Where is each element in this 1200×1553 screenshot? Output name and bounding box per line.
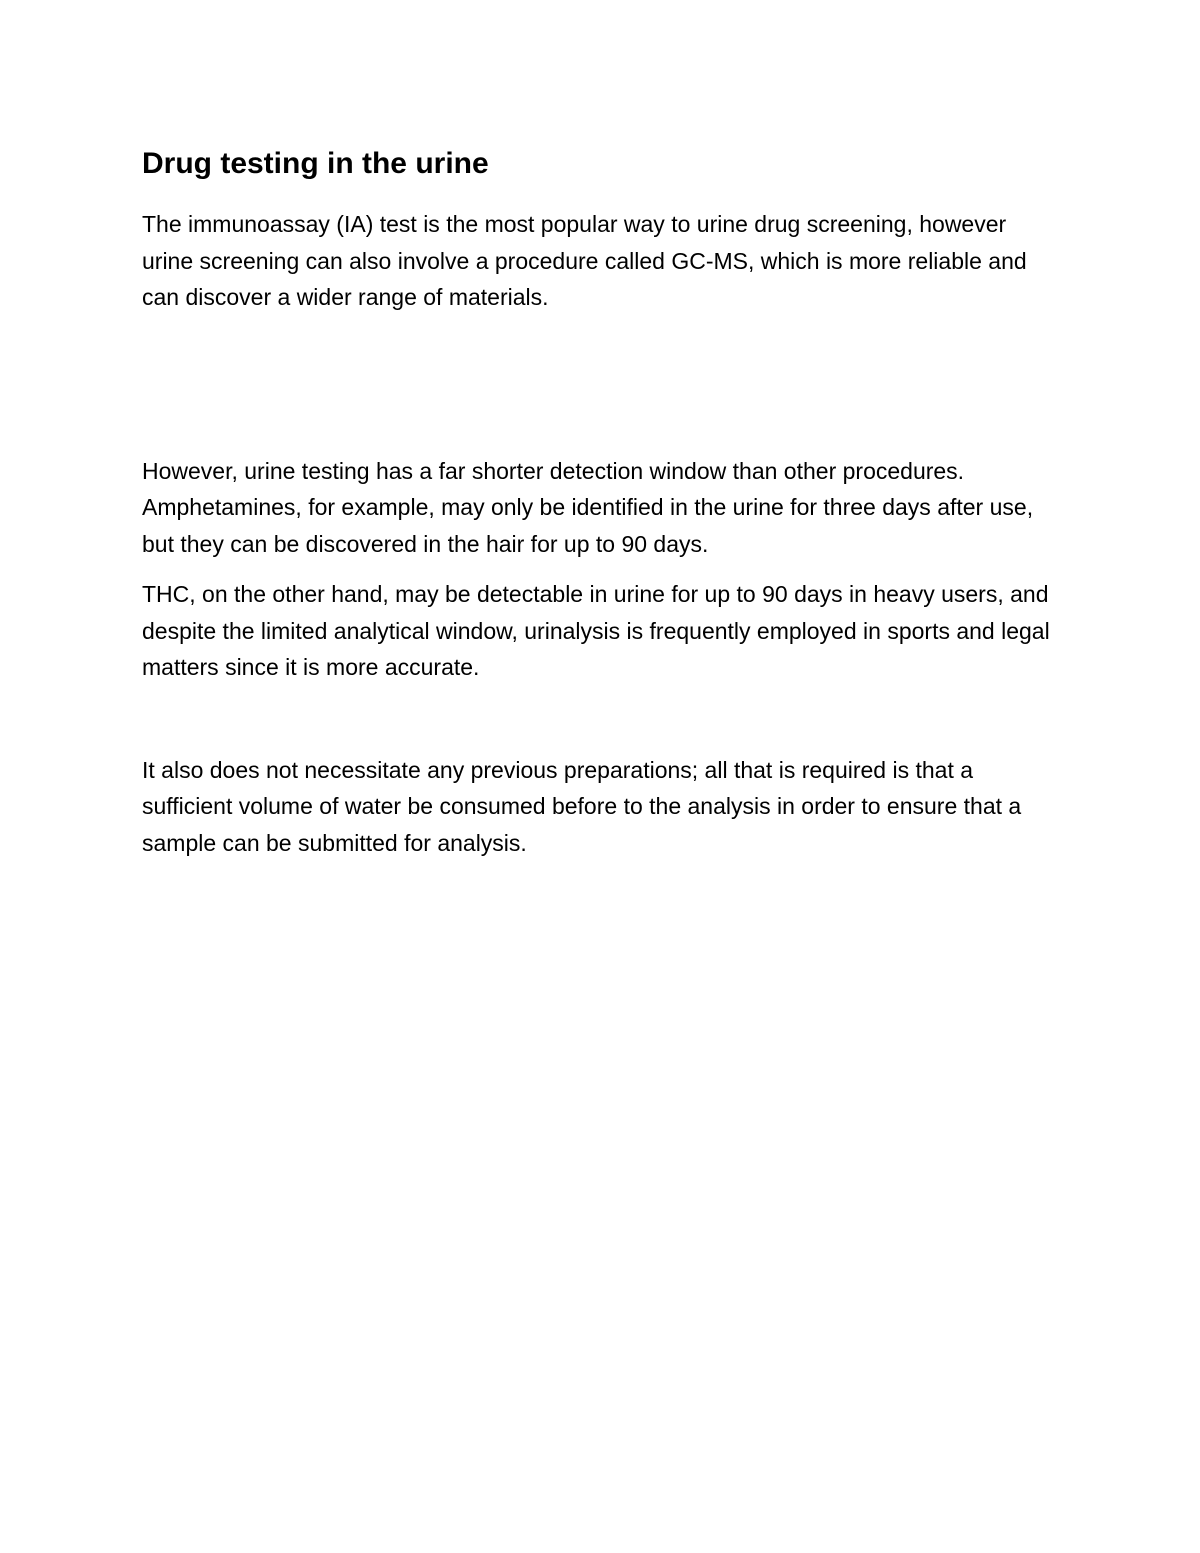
document-title: Drug testing in the urine	[142, 147, 489, 180]
paragraph-detection-window: However, urine testing has a far shorter detection window than other procedures. Amphetamines, for example, may only be identified in the urine for three days after use, but they can be discovered in the hair for up to 90 days.	[142, 457, 1034, 557]
paragraph-thc: THC, on the other hand, may be detectable in urine for up to 90 days in heavy users, and despite the limited analytical window, urinalysis is frequently employed in sports and legal matters since it is more accurate.	[142, 581, 1050, 680]
document-body	[142, 144, 1062, 861]
paragraph-preparations: It also does not necessitate any previous preparations; all that is required is that a sufficient volume of water be consumed before to the analysis in order to ensure that a sample can be submitted for analysis.	[142, 756, 1022, 856]
paragraph-immunoassay: The immunoassay (IA) test is the most popular way to urine drug screening, however urine screening can also involve a procedure called GC-MS, which is more reliable and can discover a wider range of materials.	[142, 211, 1027, 310]
